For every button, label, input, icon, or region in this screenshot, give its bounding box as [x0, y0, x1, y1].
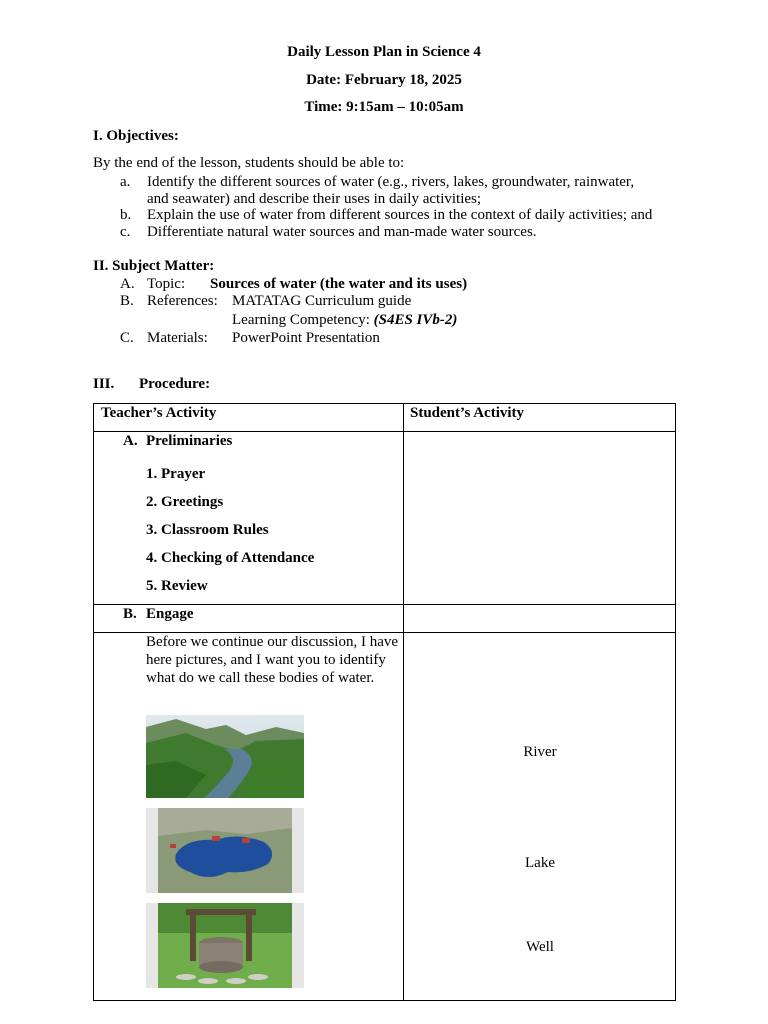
- materials-label: Materials:: [147, 330, 208, 346]
- materials-marker: C.: [120, 330, 134, 346]
- references-marker: B.: [120, 293, 134, 309]
- answer-lake: Lake: [525, 855, 555, 871]
- answer-river: River: [523, 744, 557, 760]
- student-answers-cell: [404, 633, 676, 1001]
- objective-text: Differentiate natural water sources and man-made water sources.: [147, 224, 537, 240]
- engage-activity-cell: [94, 633, 404, 1001]
- preliminaries-cell: [94, 432, 404, 605]
- list-item: 1. Prayer: [146, 466, 206, 482]
- procedure-number: III.: [93, 376, 115, 392]
- lc-code: (S4ES IVb-2): [373, 312, 458, 328]
- objective-marker: c.: [120, 224, 131, 240]
- list-item: 3. Classroom Rules: [146, 522, 269, 538]
- student-response-cell: [404, 432, 676, 605]
- subject-matter-heading: II. Subject Matter:: [93, 258, 215, 274]
- engage-prompt: Before we continue our discussion, I have here pictures, and I want you to identify what do we call these bodies of water.: [146, 634, 399, 686]
- preliminaries-label: Preliminaries: [146, 433, 233, 449]
- well-image: [146, 903, 304, 988]
- student-activity-header: [404, 404, 676, 432]
- engage-marker: B.: [123, 606, 137, 622]
- topic-marker: A.: [120, 276, 135, 292]
- objective-text-cont: and seawater) and describe their uses in daily activities;: [147, 191, 482, 207]
- student-response-cell: [404, 605, 676, 633]
- procedure-heading: Procedure:: [139, 376, 211, 392]
- topic-value: Sources of water (the water and its uses): [210, 276, 468, 292]
- references-value: MATATAG Curriculum guide: [232, 293, 412, 309]
- list-item: 5. Review: [146, 578, 208, 594]
- engage-label: Engage: [146, 606, 194, 622]
- objective-text: Explain the use of water from different sources in the context of daily activities; and: [147, 207, 653, 223]
- objective-text: Identify the different sources of water (e.g., rivers, lakes, groundwater, rainwater,: [147, 174, 635, 190]
- lesson-date: Date: February 18, 2025: [306, 72, 462, 88]
- topic-label: Topic:: [147, 276, 186, 292]
- answer-well: Well: [526, 939, 554, 955]
- objective-marker: b.: [120, 207, 132, 223]
- lc-label: Learning Competency:: [232, 312, 374, 328]
- lake-image: [146, 808, 304, 893]
- table-row: [94, 605, 676, 633]
- procedure-table: [93, 403, 676, 1001]
- column-header-label: Teacher’s Activity: [101, 405, 217, 421]
- list-item: 4. Checking of Attendance: [146, 550, 315, 566]
- teacher-activity-header: [94, 404, 404, 432]
- column-header-label: Student’s Activity: [410, 405, 525, 421]
- objectives-heading: I. Objectives:: [93, 128, 179, 144]
- list-item: 2. Greetings: [146, 494, 224, 510]
- learning-competency: [232, 312, 457, 329]
- references-label: References:: [147, 293, 218, 309]
- table-row: [94, 432, 676, 605]
- river-image: [146, 715, 304, 798]
- table-row: [94, 633, 676, 1001]
- document-title: Daily Lesson Plan in Science 4: [287, 44, 481, 60]
- objective-marker: a.: [120, 174, 131, 190]
- lesson-time: Time: 9:15am – 10:05am: [304, 99, 464, 115]
- materials-value: PowerPoint Presentation: [232, 330, 380, 346]
- preliminaries-marker: A.: [123, 433, 138, 449]
- table-header-row: [94, 404, 676, 432]
- objectives-intro: By the end of the lesson, students should be able to:: [93, 155, 405, 171]
- engage-cell: [94, 605, 404, 633]
